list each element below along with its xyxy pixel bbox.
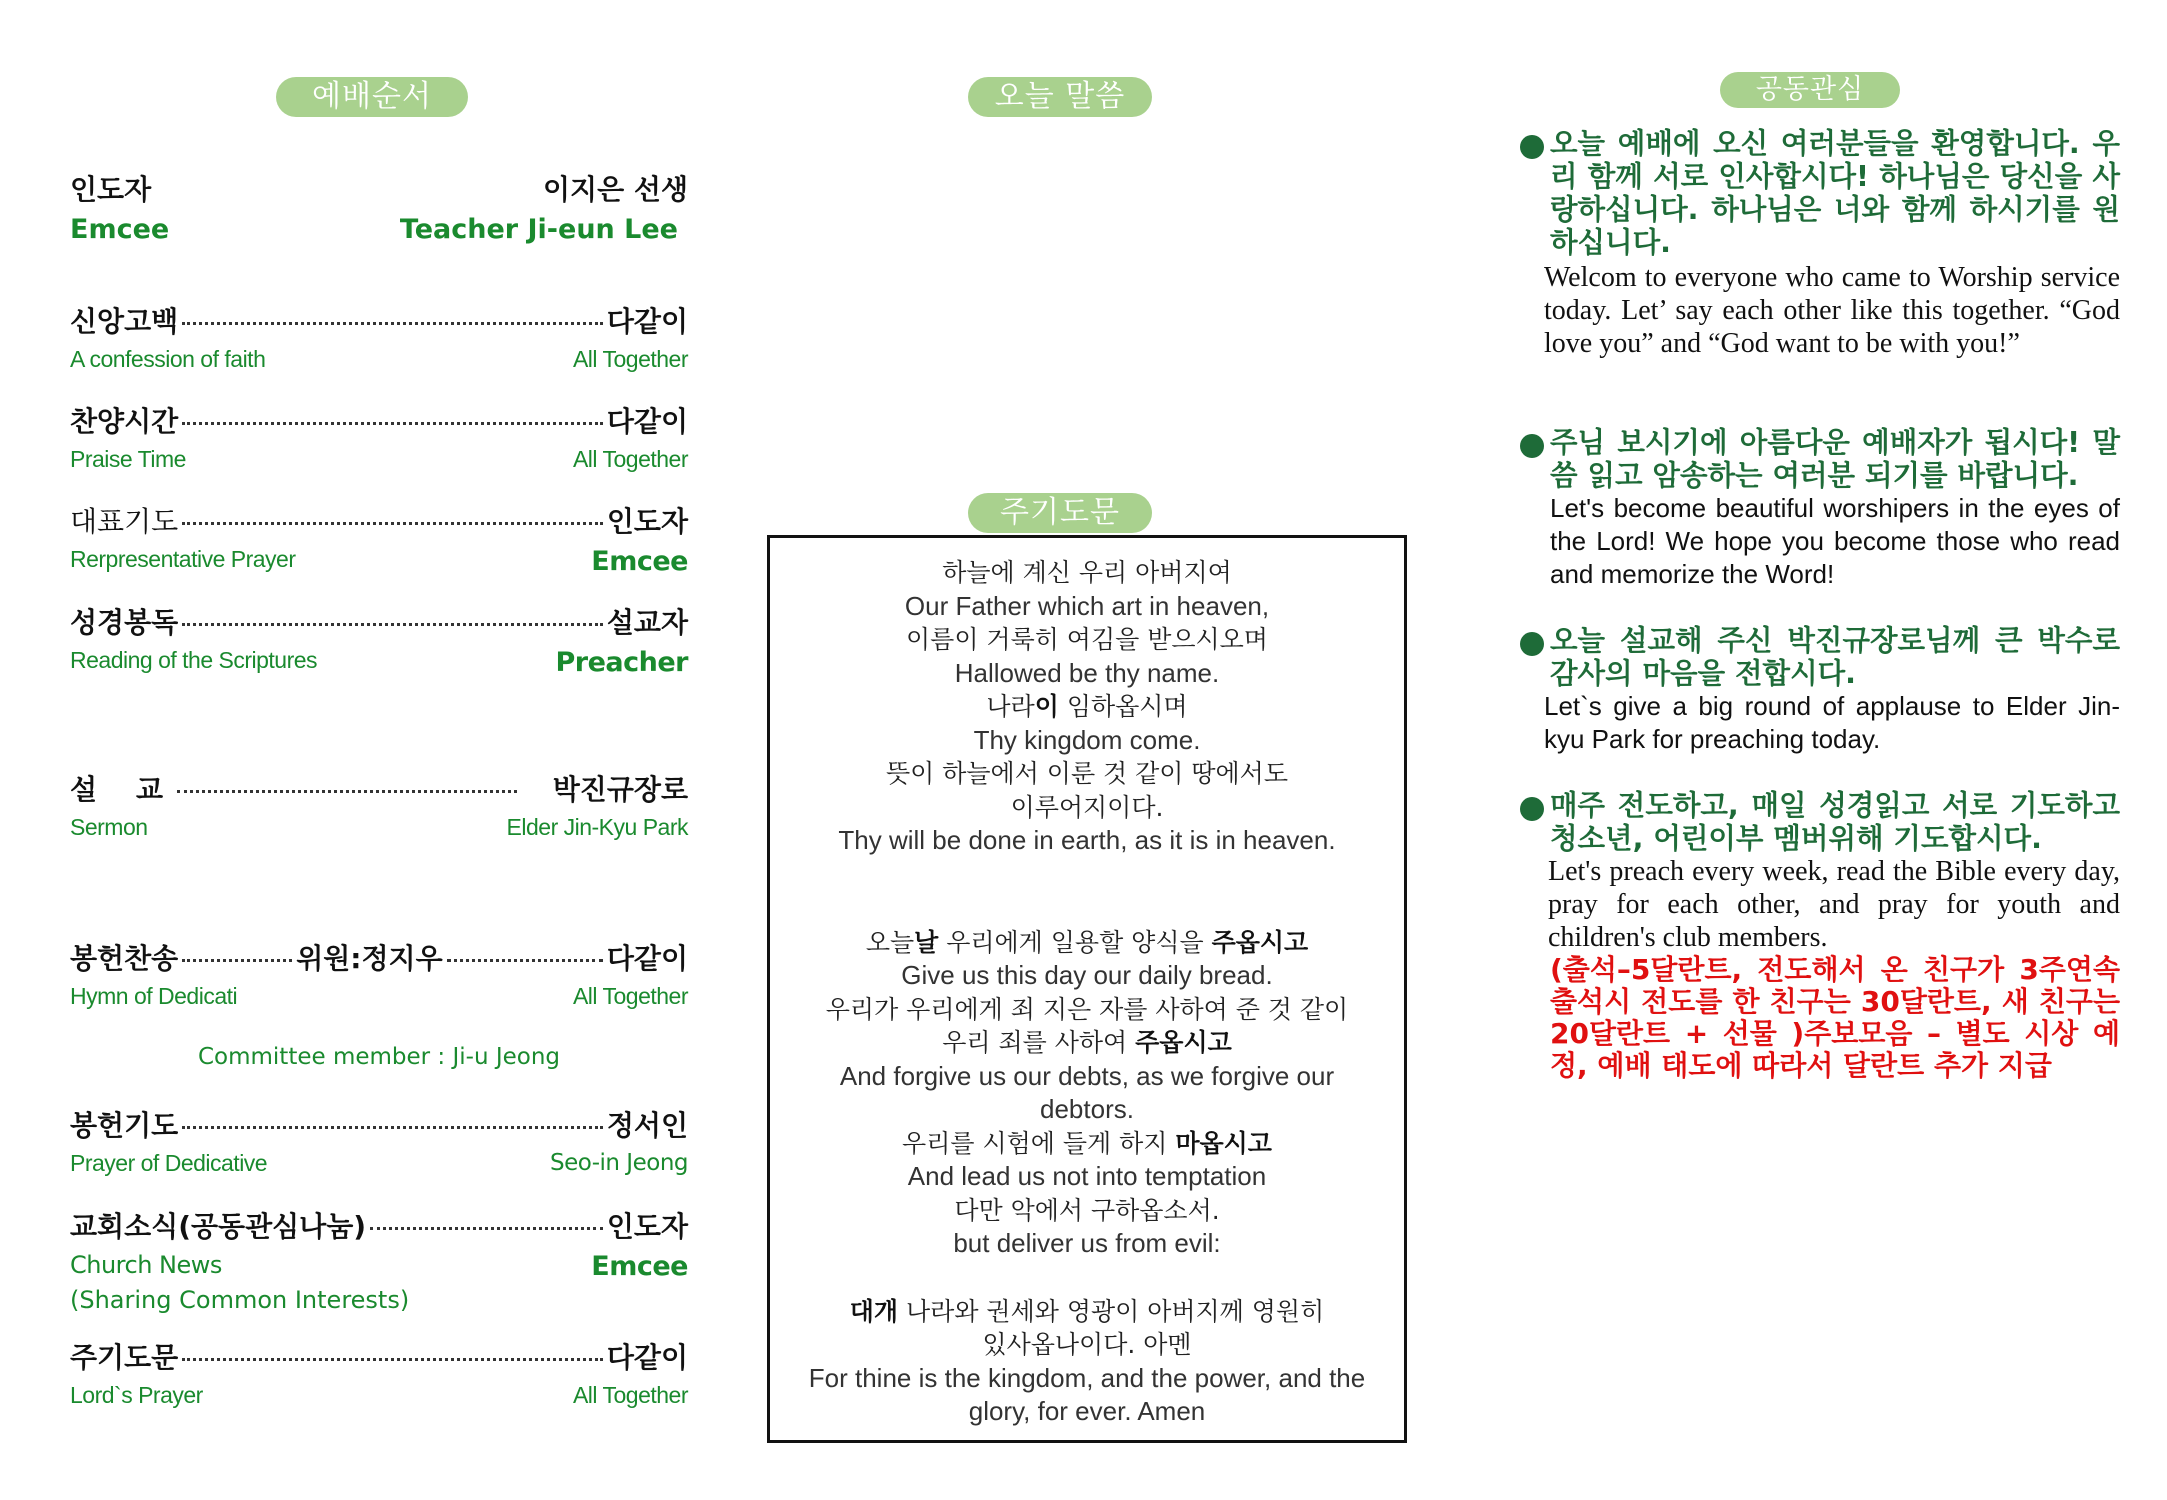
emcee-person-en: Teacher Ji-eun Lee — [399, 214, 678, 245]
notice-en: Let's preach every week, read the Bible every day, pray for each other, and pray for youth and children's club members. — [1548, 856, 2120, 953]
notice-welcome — [1518, 127, 2120, 360]
prayer-line: glory, for ever. Amen — [968, 1396, 1206, 1426]
item-title: 봉헌기도 — [70, 1109, 179, 1142]
item-title-en: Hymn of Dedicati — [70, 983, 238, 1009]
item-person-en: Emcee — [591, 1251, 688, 1282]
item-person: 다같이 — [606, 405, 688, 438]
item-title-en: Prayer of Dedicative — [70, 1150, 268, 1176]
prayer-line: 나라이 임하옵시며 — [986, 692, 1188, 721]
order-item-lords-prayer — [70, 1336, 688, 1409]
prayer-line: debtors. — [1040, 1094, 1134, 1124]
item-title: 봉헌찬송 — [70, 942, 179, 975]
prayer-line: And lead us not into temptation — [907, 1161, 1267, 1191]
order-item-offering-prayer — [70, 1104, 688, 1177]
item-person-en: All Together — [572, 346, 688, 372]
prayer-line: And forgive us our debts, as we forgive our — [839, 1060, 1335, 1091]
item-title-en: Lord`s Prayer — [70, 1382, 203, 1408]
item-title: 설 교 — [70, 773, 173, 806]
prayer-line: 뜻이 하늘에서 이룬 것 같이 땅에서도 — [886, 759, 1288, 788]
item-title-en2: (Sharing Common Interests) — [70, 1286, 410, 1314]
notice-ko: 주님 보시기에 아름다운 예배자가 됩시다! 말씀 읽고 암송하는 여러분 되기를 바랍니다. — [1550, 426, 2120, 492]
item-title-en: Church News — [70, 1251, 222, 1279]
prayer-line: 우리가 우리에게 죄 지은 자를 사하여 준 것 같이 — [825, 994, 1349, 1024]
bullet-icon — [1520, 434, 1544, 458]
notice-worshipers — [1518, 426, 2120, 591]
order-emcee — [70, 168, 688, 245]
item-person: 인도자 — [606, 505, 688, 538]
notice-ko: 오늘 예배에 오신 여러분들을 환영합니다. 우리 함께 서로 인사합시다! 하나님은 당신을 사랑하십니다. 하나님은 너와 함께 하시기를 원하십니다. — [1550, 127, 2120, 259]
item-title-en: Praise Time — [70, 446, 186, 472]
prayer-line: 오늘날 우리에게 일용할 양식을 주옵시고 — [865, 927, 1309, 957]
item-person: 인도자 — [606, 1210, 688, 1243]
prayer-header: 주기도문 — [968, 493, 1152, 533]
item-title-en: Rerpresentative Prayer — [70, 546, 296, 572]
order-item-rep-prayer — [70, 500, 688, 577]
item-title-en: A confession of faith — [70, 346, 266, 372]
prayer-line: 우리를 시험에 들게 하지 마옵시고 — [902, 1128, 1272, 1158]
prayer-line: For thine is the kingdom, and the power, and the — [808, 1362, 1366, 1393]
prayer-line: Thy kingdom come. — [973, 724, 1201, 755]
item-title: 대표기도 — [70, 505, 179, 538]
order-item-confession — [70, 300, 688, 373]
prayer-line: 하늘에 계신 우리 아버지여 — [942, 558, 1232, 587]
item-title: 신앙고백 — [70, 305, 179, 338]
prayer-line: Give us this day our daily bread. — [901, 960, 1273, 990]
notice-evangelism — [1518, 789, 2120, 1082]
notice-en: Welcom to everyone who came to Worship service today. Let’ say each other like this together. “God love you” and “God want to be with you!” — [1544, 262, 2120, 359]
order-item-praise — [70, 400, 688, 473]
prayer-line: but deliver us from evil: — [953, 1228, 1221, 1258]
notice-ko: 오늘 설교해 주신 박진규장로님께 큰 박수로 감사의 마음을 전합시다. — [1550, 624, 2120, 690]
item-middle: 위원:정지우 — [296, 942, 443, 975]
item-title-en: Reading of the Scriptures — [70, 647, 318, 673]
item-person: 다같이 — [606, 942, 688, 975]
item-title: 찬양시간 — [70, 405, 179, 438]
item-title: 주기도문 — [70, 1341, 179, 1374]
prayer-line: Our Father which art in heaven, — [904, 590, 1270, 621]
prayer-line: 있사옵나이다. 아멘 — [982, 1330, 1192, 1359]
prayer-line: Hallowed be thy name. — [954, 657, 1220, 688]
prayer-line: 다만 악에서 구하옵소서. — [954, 1195, 1220, 1225]
order-header: 예배순서 — [276, 77, 468, 117]
item-person-en: All Together — [572, 446, 688, 472]
item-person-en: All Together — [572, 983, 688, 1009]
item-person: 다같이 — [606, 305, 688, 338]
item-title: 성경봉독 — [70, 606, 179, 639]
item-person-en: Preacher — [555, 647, 688, 678]
word-header: 오늘 말씀 — [968, 77, 1152, 117]
notice-en: Let`s give a big round of applause to Elder Jin-kyu Park for preaching today. — [1544, 691, 2120, 754]
notice-talent-rules: (출석–5달란트, 전도해서 온 친구가 3주연속 출석시 전도를 한 친구는 30달란트, 새 친구는 20달란트 + 선물 )주보모음 – 별도 시상 예정, 예배 태도에 따라서 달란트 추가 지급 — [1550, 953, 2120, 1082]
emcee-title-en: Emcee — [70, 214, 170, 245]
emcee-title: 인도자 — [70, 173, 152, 206]
item-person: 박진규장로 — [552, 773, 688, 806]
bullet-icon — [1520, 632, 1544, 656]
order-item-scripture — [70, 601, 688, 678]
item-person: 다같이 — [606, 1341, 688, 1374]
notices-header: 공동관심 — [1720, 72, 1900, 108]
notice-en: Let's become beautiful worshipers in the eyes of the Lord! We hope you become those who read and memorize the Word! — [1550, 493, 2120, 589]
item-person-en: Emcee — [591, 546, 688, 577]
prayer-line: 우리 죄를 사하여 주옵시고 — [942, 1028, 1232, 1057]
prayer-line: 대개 나라와 권세와 영광이 아버지께 영원히 — [849, 1296, 1325, 1326]
item-person-en: All Together — [572, 1382, 688, 1408]
bullet-icon — [1520, 797, 1544, 821]
bullet-icon — [1520, 135, 1544, 159]
prayer-line: Thy will be done in earth, as it is in heaven. — [838, 825, 1336, 855]
notice-ko: 매주 전도하고, 매일 성경읽고 서로 기도하고 청소년, 어린이부 멤버위해 기도합시다. — [1550, 789, 2120, 855]
order-item-church-news — [70, 1205, 688, 1314]
emcee-person: 이지은 선생 — [543, 173, 688, 206]
order-item-hymn — [70, 937, 688, 1070]
item-person-en: Elder Jin-Kyu Park — [506, 814, 688, 840]
prayer-line: 이름이 거룩히 여김을 받으시오며 — [906, 625, 1268, 654]
item-title: 교회소식(공동관심나눔) — [70, 1210, 367, 1243]
committee-note: Committee member : Ji-u Jeong — [197, 1044, 561, 1070]
prayer-line: 이루어지이다. — [1010, 792, 1164, 822]
item-person: 정서인 — [606, 1109, 688, 1142]
notice-sermon-thanks — [1518, 624, 2120, 756]
order-item-sermon — [70, 768, 688, 841]
item-person-en: Seo-in Jeong — [549, 1150, 688, 1176]
item-title-en: Sermon — [70, 814, 148, 840]
lords-prayer-box — [767, 535, 1407, 1443]
item-person: 설교자 — [606, 606, 688, 639]
